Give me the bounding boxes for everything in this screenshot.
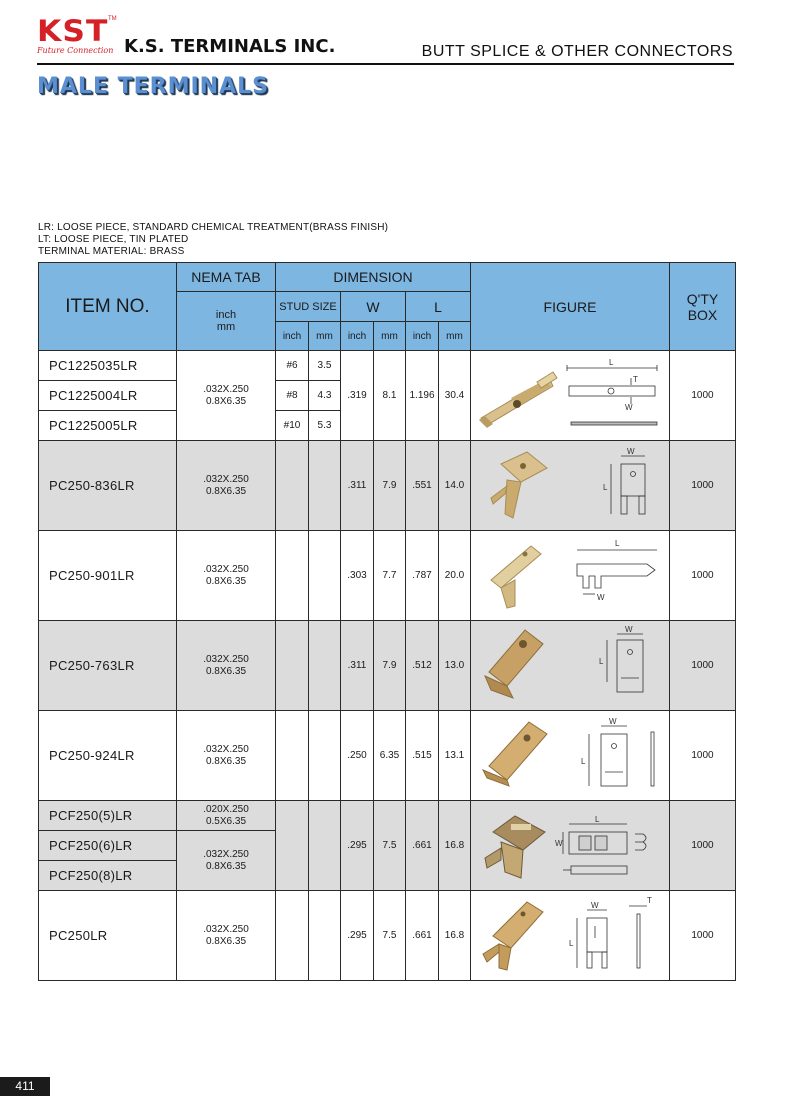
w-inch: .319 xyxy=(341,351,374,441)
l-inch: 1.196 xyxy=(406,351,439,441)
w-mm: 7.5 xyxy=(374,891,406,981)
dimension-drawing xyxy=(577,906,647,968)
l-inch: .515 xyxy=(406,711,439,801)
nema-tab xyxy=(177,441,276,531)
header-stud-size: STUD SIZE xyxy=(276,292,341,322)
header-stud-inch: inch xyxy=(276,322,309,351)
stud-inch-empty xyxy=(276,621,309,711)
qty: 1000 xyxy=(670,801,736,891)
nema-tab xyxy=(177,831,276,891)
w-inch: .303 xyxy=(341,531,374,621)
header-stud-mm: mm xyxy=(309,322,341,351)
nema-mm: 0.5X6.35 xyxy=(205,815,247,827)
figure-pc250 xyxy=(471,891,670,981)
company-name: K.S. TERMINALS INC. xyxy=(124,36,336,57)
stud-inch-empty xyxy=(276,711,309,801)
spec-notes xyxy=(38,222,388,258)
header-item-no: ITEM NO. xyxy=(39,263,177,351)
terminal-drawing xyxy=(471,532,670,620)
header-nema-units xyxy=(177,292,276,351)
l-mm: 16.8 xyxy=(439,801,471,891)
terminal-drawing xyxy=(471,802,670,890)
header-qty xyxy=(670,263,736,351)
qty: 1000 xyxy=(670,441,736,531)
fig-label-w: W xyxy=(627,446,635,456)
w-mm: 7.9 xyxy=(374,441,406,531)
nema-inch: .032X.250 xyxy=(203,848,249,860)
logo-tagline: Future Connection xyxy=(37,46,114,55)
dimension-drawing xyxy=(607,634,643,692)
fig-label-w: W xyxy=(609,716,617,726)
dimension-drawing xyxy=(567,365,657,425)
figure-pc250-836 xyxy=(471,441,670,531)
header-nema-inch: inch xyxy=(215,309,237,321)
logo-trademark: TM xyxy=(108,16,117,22)
fig-label-l: L xyxy=(599,656,604,666)
qty: 1000 xyxy=(670,891,736,981)
terminal-photo xyxy=(491,546,541,608)
w-mm: 6.35 xyxy=(374,711,406,801)
fig-label-l: L xyxy=(595,814,600,824)
nema-inch: .032X.250 xyxy=(203,743,249,755)
fig-label-w: W xyxy=(591,900,599,910)
terminal-drawing xyxy=(471,352,670,440)
header-qty-line1: Q'TY xyxy=(686,290,719,307)
stud-mm: 4.3 xyxy=(309,381,341,411)
item-number: PC250-836LR xyxy=(39,441,177,531)
nema-mm: 0.8X6.35 xyxy=(205,665,247,677)
l-mm: 13.0 xyxy=(439,621,471,711)
item-number: PC250-901LR xyxy=(39,531,177,621)
fig-label-t: T xyxy=(633,374,638,384)
page-title: MALE TERMINALS xyxy=(37,74,269,99)
item-number: PC250LR xyxy=(39,891,177,981)
item-number: PCF250(8)LR xyxy=(39,861,177,891)
dimension-drawing xyxy=(589,726,654,786)
l-inch: .661 xyxy=(406,891,439,981)
l-inch: .661 xyxy=(406,801,439,891)
dimension-drawing xyxy=(577,550,657,594)
header-nema-mm: mm xyxy=(216,321,236,333)
item-number: PCF250(6)LR xyxy=(39,831,177,861)
w-inch: .311 xyxy=(341,621,374,711)
catalog-category: BUTT SPLICE & OTHER CONNECTORS xyxy=(421,43,733,60)
l-inch: .551 xyxy=(406,441,439,531)
stud-mm: 5.3 xyxy=(309,411,341,441)
w-mm: 7.7 xyxy=(374,531,406,621)
nema-mm: 0.8X6.35 xyxy=(205,485,247,497)
note-line: TERMINAL MATERIAL: BRASS xyxy=(38,246,185,257)
stud-inch-empty xyxy=(276,801,309,891)
l-mm: 30.4 xyxy=(439,351,471,441)
header-qty-line2: BOX xyxy=(687,306,718,323)
fig-label-l: L xyxy=(569,938,574,948)
stud-mm-empty xyxy=(309,531,341,621)
fig-label-l: L xyxy=(581,756,586,766)
w-inch: .250 xyxy=(341,711,374,801)
l-inch: .787 xyxy=(406,531,439,621)
terminal-photo xyxy=(483,722,547,786)
terminal-drawing xyxy=(471,622,670,710)
stud-mm-empty xyxy=(309,801,341,891)
l-mm: 16.8 xyxy=(439,891,471,981)
nema-mm: 0.8X6.35 xyxy=(205,935,247,947)
qty: 1000 xyxy=(670,621,736,711)
header-w-inch: inch xyxy=(341,322,374,351)
nema-mm: 0.8X6.35 xyxy=(205,860,247,872)
figure-pc250-924 xyxy=(471,711,670,801)
qty: 1000 xyxy=(670,711,736,801)
figure-pc1225 xyxy=(471,351,670,441)
nema-tab xyxy=(177,711,276,801)
fig-label-w: W xyxy=(597,592,605,602)
nema-tab xyxy=(177,801,276,831)
qty: 1000 xyxy=(670,351,736,441)
fig-label-t: T xyxy=(647,895,652,905)
nema-tab xyxy=(177,531,276,621)
note-line: LR: LOOSE PIECE, STANDARD CHEMICAL TREATMENT(BRASS FINISH) xyxy=(38,222,389,233)
w-mm: 8.1 xyxy=(374,351,406,441)
stud-inch: #8 xyxy=(276,381,309,411)
w-mm: 7.5 xyxy=(374,801,406,891)
page-number: 411 xyxy=(0,1077,50,1096)
item-number: PCF250(5)LR xyxy=(39,801,177,831)
fig-label-l: L xyxy=(603,482,608,492)
terminal-photo xyxy=(491,452,547,518)
terminal-photo xyxy=(485,816,545,878)
nema-mm: 0.8X6.35 xyxy=(205,575,247,587)
stud-inch-empty xyxy=(276,531,309,621)
spec-table xyxy=(38,262,736,981)
l-mm: 14.0 xyxy=(439,441,471,531)
note-line: LT: LOOSE PIECE, TIN PLATED xyxy=(38,234,189,245)
header-l-inch: inch xyxy=(406,322,439,351)
logo-text: KST xyxy=(37,14,109,48)
qty: 1000 xyxy=(670,531,736,621)
l-mm: 13.1 xyxy=(439,711,471,801)
header-figure: FIGURE xyxy=(471,263,670,351)
terminal-photo xyxy=(483,902,543,970)
fig-label-w: W xyxy=(625,624,633,634)
nema-inch: .032X.250 xyxy=(203,473,249,485)
w-inch: .295 xyxy=(341,891,374,981)
terminal-drawing xyxy=(471,892,670,980)
figure-pc250-763 xyxy=(471,621,670,711)
header-l-mm: mm xyxy=(439,322,471,351)
dimension-drawing xyxy=(611,456,645,514)
nema-inch: .032X.250 xyxy=(203,653,249,665)
w-inch: .311 xyxy=(341,441,374,531)
header-l: L xyxy=(406,292,471,322)
terminal-photo xyxy=(485,630,543,698)
header-w: W xyxy=(341,292,406,322)
figure-pc250-901 xyxy=(471,531,670,621)
nema-mm: 0.8X6.35 xyxy=(205,755,247,767)
nema-mm: 0.8X6.35 xyxy=(205,395,247,407)
stud-inch: #6 xyxy=(276,351,309,381)
dimension-drawing xyxy=(563,824,646,874)
stud-inch: #10 xyxy=(276,411,309,441)
fig-label-l: L xyxy=(615,538,620,548)
item-number: PC1225004LR xyxy=(39,381,177,411)
l-mm: 20.0 xyxy=(439,531,471,621)
nema-inch: .032X.250 xyxy=(203,923,249,935)
stud-inch-empty xyxy=(276,441,309,531)
nema-tab xyxy=(177,621,276,711)
l-inch: .512 xyxy=(406,621,439,711)
fig-label-w: W xyxy=(555,838,563,848)
item-number: PC250-763LR xyxy=(39,621,177,711)
item-number: PC250-924LR xyxy=(39,711,177,801)
terminal-drawing xyxy=(471,712,670,800)
nema-inch: .032X.250 xyxy=(203,383,249,395)
header-nema-tab: NEMA TAB xyxy=(177,263,276,292)
figure-pcf250 xyxy=(471,801,670,891)
stud-mm-empty xyxy=(309,711,341,801)
nema-tab xyxy=(177,891,276,981)
w-mm: 7.9 xyxy=(374,621,406,711)
w-inch: .295 xyxy=(341,801,374,891)
stud-inch-empty xyxy=(276,891,309,981)
stud-mm-empty xyxy=(309,891,341,981)
terminal-drawing xyxy=(471,442,670,530)
header-divider xyxy=(37,63,734,65)
nema-inch: .020X.250 xyxy=(203,803,249,815)
stud-mm: 3.5 xyxy=(309,351,341,381)
fig-label-l: L xyxy=(609,357,614,367)
nema-tab xyxy=(177,351,276,441)
item-number: PC1225035LR xyxy=(39,351,177,381)
kst-logo xyxy=(37,14,119,60)
item-number: PC1225005LR xyxy=(39,411,177,441)
stud-mm-empty xyxy=(309,441,341,531)
stud-mm-empty xyxy=(309,621,341,711)
header-w-mm: mm xyxy=(374,322,406,351)
header-dimension: DIMENSION xyxy=(276,263,471,292)
terminal-photo xyxy=(479,372,557,428)
nema-inch: .032X.250 xyxy=(203,563,249,575)
fig-label-w: W xyxy=(625,402,633,412)
